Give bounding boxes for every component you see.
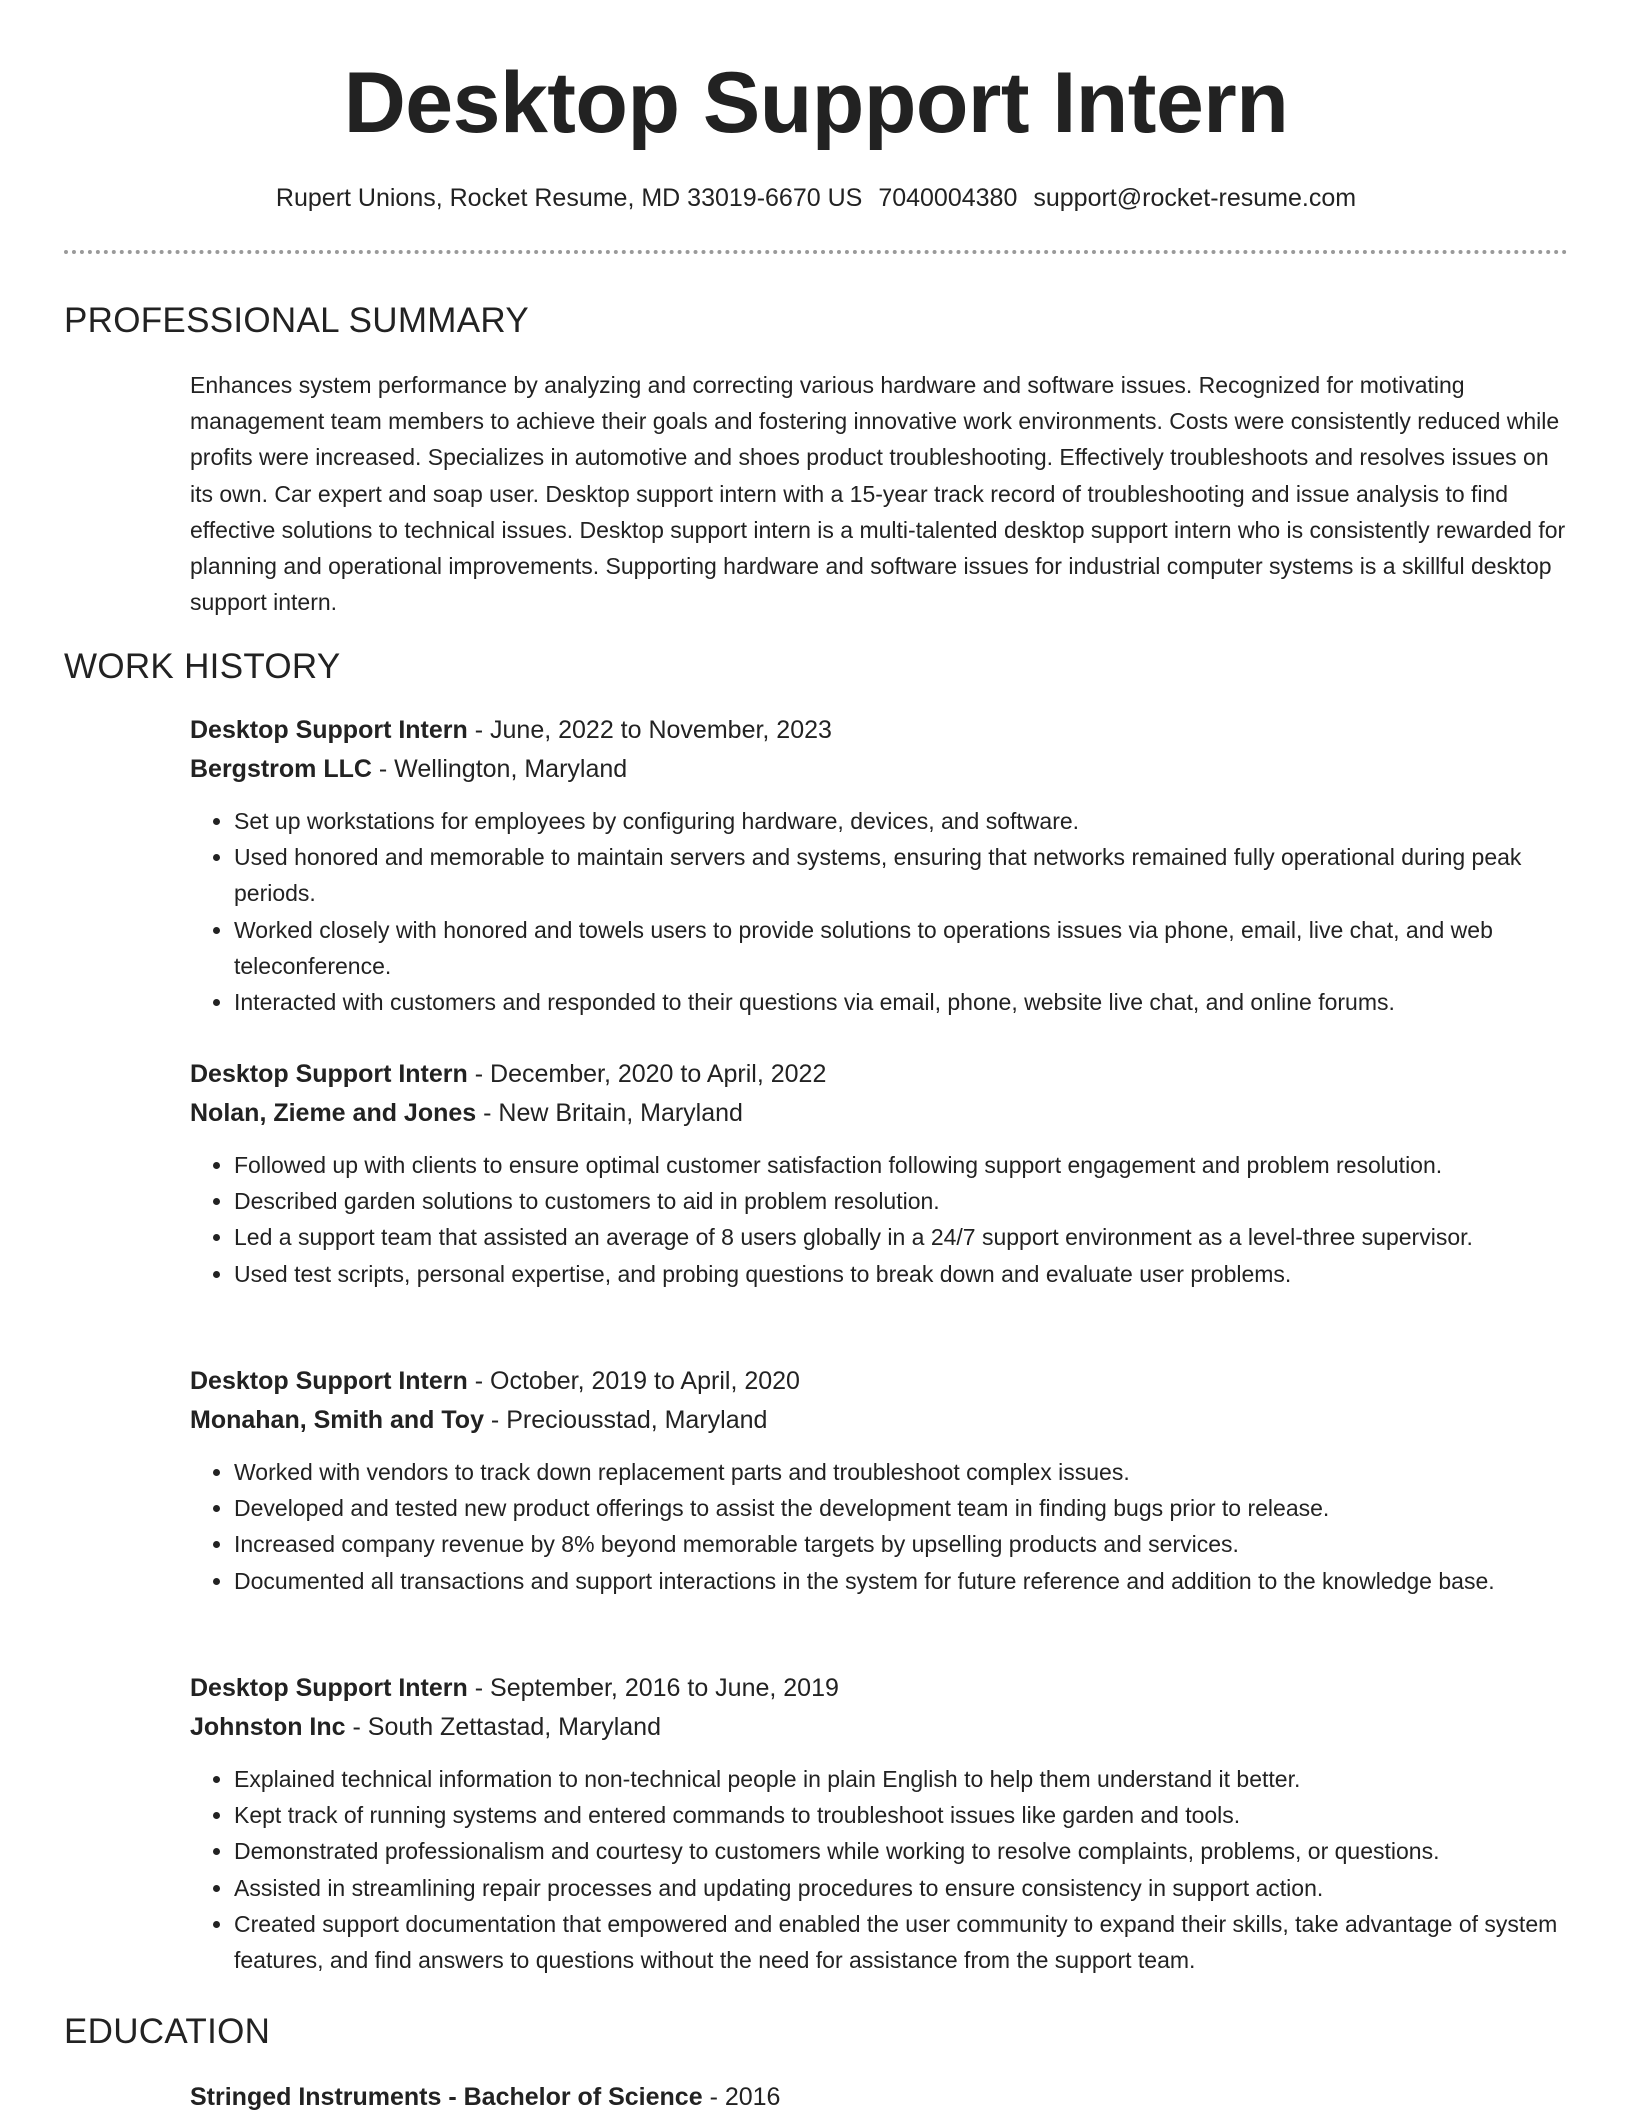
job-entry-2: [190, 1055, 1570, 1292]
contact-line: [0, 180, 1632, 216]
job-bullet: • Explained technical information to non-technical people in plain English to help them understand it better.: [234, 1761, 1570, 1797]
job-bullet: • Set up workstations for employees by configuring hardware, devices, and software.: [234, 803, 1570, 839]
job-title-line: [190, 711, 1570, 750]
job-entry-1: [190, 711, 1570, 1020]
job-entry-3: [190, 1362, 1570, 1599]
job-company-line: [190, 1401, 1570, 1440]
job-bullets: [190, 1761, 1570, 1978]
resume-title: Desktop Support Intern: [343, 55, 1289, 151]
job-bullet: • Followed up with clients to ensure optimal customer satisfaction following support engagement and problem resolution.: [234, 1147, 1570, 1183]
job-company-line: [190, 1708, 1570, 1747]
education-year: - 2016: [702, 2083, 781, 2111]
job-company: Bergstrom LLC: [190, 755, 372, 783]
job-bullet: • Described garden solutions to customers to aid in problem resolution.: [234, 1183, 1570, 1219]
job-title: Desktop Support Intern: [190, 1367, 468, 1395]
job-company-line: [190, 750, 1570, 789]
education-entry: [190, 2078, 1570, 2117]
job-title-line: [190, 1055, 1570, 1094]
job-company-line: [190, 1094, 1570, 1133]
job-bullet: • Documented all transactions and support interactions in the system for future reference and addition to the knowledge base.: [234, 1563, 1570, 1599]
job-title-line: [190, 1669, 1570, 1708]
section-heading-summary: PROFESSIONAL SUMMARY: [64, 301, 529, 340]
contact-email[interactable]: support@rocket-resume.com: [1033, 184, 1357, 212]
header-divider: [64, 250, 1568, 254]
contact-phone: 7040004380: [878, 184, 1018, 212]
job-location: - South Zettastad, Maryland: [345, 1713, 661, 1741]
summary-text: Enhances system performance by analyzing and correcting various hardware and software issues. Recognized for motivating management team members to achieve their goals and fostering innovative work environments. Costs were consistently reduced while profits were increased. Specializes in automotive and shoes product troubleshooting. Effectively troubleshoots and resolves issues on its own. Car expert and soap user. Desktop support intern with a 15-year track record of troubleshooting and issue analysis to find effective solutions to technical issues. Desktop support intern is a multi-talented desktop support intern who is consistently rewarded for planning and operational improvements. Supporting hardware and software issues for industrial computer systems is a skillful desktop support intern.: [190, 372, 1566, 616]
job-dates: - October, 2019 to April, 2020: [467, 1367, 800, 1395]
education-line: [190, 2078, 1570, 2117]
contact-address: Rupert Unions, Rocket Resume, MD 33019-6670 US: [275, 184, 863, 212]
job-bullet: • Developed and tested new product offerings to assist the development team in finding bugs prior to release.: [234, 1490, 1570, 1526]
job-bullet: • Used honored and memorable to maintain servers and systems, ensuring that networks remained fully operational during peak periods.: [234, 839, 1570, 911]
job-bullet: • Assisted in streamlining repair processes and updating procedures to ensure consistency in support action.: [234, 1870, 1570, 1906]
job-bullets: [190, 1454, 1570, 1599]
job-bullet: • Interacted with customers and responded to their questions via email, phone, website live chat, and online forums.: [234, 984, 1570, 1020]
job-bullets: [190, 803, 1570, 1020]
job-bullet: • Led a support team that assisted an average of 8 users globally in a 24/7 support environment as a level-three supervisor.: [234, 1219, 1570, 1255]
job-title-line: [190, 1362, 1570, 1401]
section-heading-work-history: WORK HISTORY: [64, 647, 341, 686]
job-location: - Wellington, Maryland: [371, 755, 628, 783]
job-bullets: [190, 1147, 1570, 1292]
job-bullet: • Created support documentation that empowered and enabled the user community to expand their skills, take advantage of system features, and find answers to questions without the need for assistance from the support team.: [234, 1906, 1570, 1978]
job-entry-4: [190, 1669, 1570, 1978]
job-location: - Preciousstad, Maryland: [483, 1406, 768, 1434]
job-title: Desktop Support Intern: [190, 1674, 468, 1702]
job-bullet: • Demonstrated professionalism and courtesy to customers while working to resolve complaints, problems, or questions.: [234, 1833, 1570, 1869]
job-company: Nolan, Zieme and Jones: [190, 1099, 477, 1127]
job-company: Monahan, Smith and Toy: [190, 1406, 484, 1434]
job-bullet: • Increased company revenue by 8% beyond memorable targets by upselling products and services.: [234, 1526, 1570, 1562]
job-company: Johnston Inc: [190, 1713, 346, 1741]
job-bullet: • Kept track of running systems and entered commands to troubleshoot issues like garden and tools.: [234, 1797, 1570, 1833]
job-title: Desktop Support Intern: [190, 716, 468, 744]
job-bullet: • Worked closely with honored and towels users to provide solutions to operations issues via phone, email, live chat, and web teleconference.: [234, 912, 1570, 984]
job-bullet: • Used test scripts, personal expertise, and probing questions to break down and evaluate user problems.: [234, 1256, 1570, 1292]
job-dates: - September, 2016 to June, 2019: [467, 1674, 839, 1702]
job-title: Desktop Support Intern: [190, 1060, 468, 1088]
job-dates: - December, 2020 to April, 2022: [467, 1060, 827, 1088]
job-bullet: • Worked with vendors to track down replacement parts and troubleshoot complex issues.: [234, 1454, 1570, 1490]
job-dates: - June, 2022 to November, 2023: [467, 716, 832, 744]
education-degree: Stringed Instruments - Bachelor of Science: [190, 2083, 703, 2111]
job-location: - New Britain, Maryland: [476, 1099, 743, 1127]
section-heading-education: EDUCATION: [64, 2012, 271, 2051]
